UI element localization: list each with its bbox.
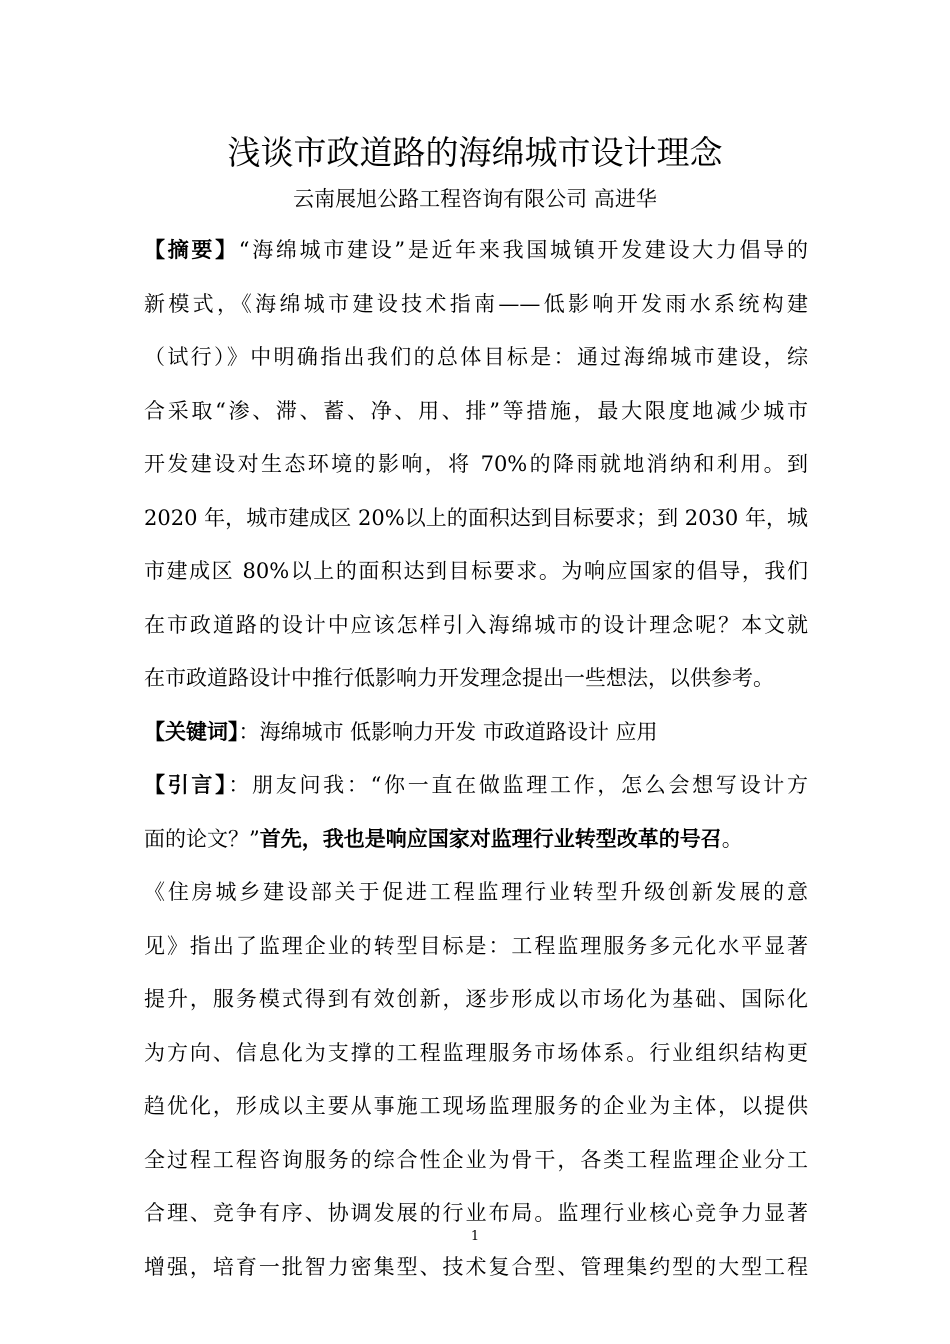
emphasis-text: 首先，我也是响应国家对监理行业转型改革的号召 xyxy=(259,826,722,851)
body-line: 市建成区 80%以上的面积达到目标要求。为响应国家的倡导，我们 xyxy=(144,559,808,583)
body-line: 见》指出了监理企业的转型目标是：工程监理服务多元化水平显著 xyxy=(144,933,808,958)
body-line: （试行）》中明确指出我们的总体目标是：通过海绵城市建设，综 xyxy=(144,345,808,369)
body-text: “海绵城市建设”是近年来我国城镇开发建设大力倡导的 xyxy=(238,238,808,262)
body-line: 为方向、信息化为支撑的工程监理服务市场体系。行业组织结构更 xyxy=(144,1040,808,1065)
intro-label: 【引言】 xyxy=(144,773,229,797)
page-number: 1 xyxy=(470,1229,480,1244)
abstract-paragraph-line xyxy=(144,230,808,284)
body-line: 增强，培育一批智力密集型、技术复合型、管理集约型的大型工程 xyxy=(144,1254,808,1279)
intro-line xyxy=(144,819,808,873)
body-line: 在市政道路的设计中应该怎样引入海绵城市的设计理念呢？本文就 xyxy=(144,612,808,637)
body-line: 开发建设对生态环境的影响，将 70%的降雨就地消纳和利用。到 xyxy=(144,452,808,476)
keywords-line xyxy=(144,712,808,766)
body-text: 面的论文？” xyxy=(144,826,260,851)
body-text: 。 xyxy=(721,826,743,851)
author-byline: 云南展旭公路工程咨询有限公司 高进华 xyxy=(293,187,657,211)
document-body xyxy=(144,230,808,1300)
body-line: 《住房城乡建设部关于促进工程监理行业转型升级创新发展的意 xyxy=(144,880,808,904)
body-line: 全过程工程咨询服务的综合性企业为骨干，各类工程监理企业分工 xyxy=(144,1147,808,1172)
body-line: 2020 年，城市建成区 20%以上的面积达到目标要求；到 2030 年，城 xyxy=(144,505,808,530)
abstract-label: 【摘要】 xyxy=(144,238,239,262)
body-line: 新模式，《海绵城市建设技术指南——低影响开发雨水系统构建 xyxy=(144,291,808,316)
body-line: 合采取“渗、滞、蓄、净、用、排”等措施，最大限度地减少城市 xyxy=(144,398,808,423)
body-line: 提升，服务模式得到有效创新，逐步形成以市场化为基础、国际化 xyxy=(144,987,808,1011)
keywords-label: 【关键词】 xyxy=(144,719,239,744)
body-line: 合理、竞争有序、协调发展的行业布局。监理行业核心竞争力显著 xyxy=(144,1201,808,1225)
intro-line xyxy=(144,765,808,819)
document-title: 浅谈市政道路的海绵城市设计理念 xyxy=(227,133,723,172)
body-line: 在市政道路设计中推行低影响力开发理念提出一些想法，以供参考。 xyxy=(144,666,774,690)
body-line: 趋优化，形成以主要从事施工现场监理服务的企业为主体，以提供 xyxy=(144,1094,808,1118)
body-text: ：朋友问我：“你一直在做监理工作，怎么会想写设计方 xyxy=(228,773,809,797)
keywords-text: ：海绵城市 低影响力开发 市政道路设计 应用 xyxy=(238,719,658,744)
